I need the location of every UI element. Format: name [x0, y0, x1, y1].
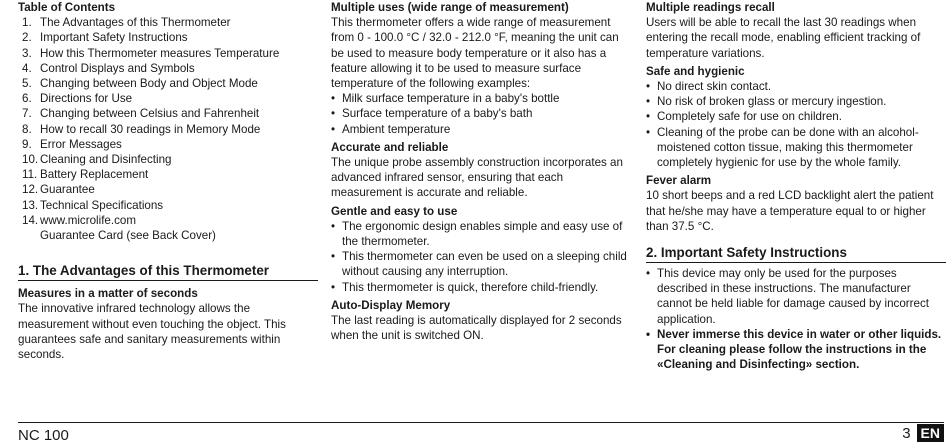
footer-divider [18, 422, 944, 423]
sub-heading-multiple-uses: Multiple uses (wide range of measurement) [331, 1, 569, 14]
column-right [646, 0, 946, 372]
list-item: • This thermometer is quick, therefore child-friendly. [331, 280, 631, 295]
footer-page-info [902, 424, 944, 442]
list-item: • No risk of broken glass or mercury ingestion. [646, 94, 946, 109]
footer-model: NC 100 [18, 427, 69, 444]
paragraph-measures: The innovative infrared technology allows the measurement without even touching the object. This guarantees safe and sanitary measurements within seconds. [18, 302, 286, 362]
sub-heading-safe: Safe and hygienic [646, 64, 745, 78]
sub-heading-accurate: Accurate and reliable [331, 140, 449, 154]
list-item: • Cleaning of the probe can be done with an alcohol-moistened cotton tissue, making this thermometer completely hygienic for use by the whole family. [646, 125, 946, 171]
paragraph-fever: 10 short beeps and a red LCD backlight alert the patient that he/she may have a temperature equal to or higher than 37.5 °C. [646, 189, 934, 233]
list-safe [646, 79, 946, 170]
paragraph-accurate: The unique probe assembly construction incorporates an advanced infrared sensor, ensuring that each measurement is accurate and reliable. [331, 156, 623, 200]
sub-heading-auto-display: Auto-Display Memory [331, 298, 451, 312]
toc-item: 9. Error Messages [22, 137, 122, 151]
sub-heading-measures: Measures in a matter of seconds [18, 287, 198, 301]
paragraph-auto-display: The last reading is automatically displayed for 2 seconds when the unit is switched ON. [331, 314, 622, 343]
toc-item: 11. Battery Replacement [22, 168, 149, 182]
list-safety [646, 266, 946, 372]
toc-item: 6. Directions for Use [22, 92, 133, 106]
list-item: • Surface temperature of a baby's bath [331, 106, 631, 121]
sub-heading-recall: Multiple readings recall [646, 1, 775, 14]
toc-item: 10. Cleaning and Disinfecting [22, 153, 172, 167]
sub-heading-fever: Fever alarm [646, 174, 712, 188]
list-gentle [331, 219, 631, 295]
toc-item: 4. Control Displays and Symbols [22, 61, 195, 75]
list-item: • The ergonomic design enables simple and easy use of the thermometer. [331, 219, 631, 249]
toc-item: 1. The Advantages of this Thermometer [22, 16, 231, 30]
paragraph-recall: Users will be able to recall the last 30 readings when entering the recall mode, enabling efficient tracking of temperature variations. [646, 16, 921, 60]
language-badge: EN [917, 424, 944, 442]
toc-item: 3. How this Thermometer measures Temperature [22, 46, 280, 60]
toc-item: 5. Changing between Body and Object Mode [22, 77, 258, 91]
toc-item: 2. Important Safety Instructions [22, 31, 188, 45]
list-item: • No direct skin contact. [646, 79, 946, 94]
toc-item: 12. Guarantee [22, 183, 95, 197]
toc-item-extra: Guarantee Card (see Back Cover) [40, 229, 216, 243]
toc-title: Table of Contents [18, 1, 116, 14]
list-item: • Ambient temperature [331, 122, 631, 137]
page-number: 3 [902, 424, 911, 442]
list-item: • Milk surface temperature in a baby's bottle [331, 91, 631, 106]
column-middle [331, 0, 631, 343]
toc-item: 8. How to recall 30 readings in Memory Mode [22, 122, 261, 136]
list-item: • This device may only be used for the purposes described in these instructions. The manufacturer cannot be held liable for damage caused by incorrect application. [646, 266, 946, 327]
paragraph-multiple-uses: This thermometer offers a wide range of measurement from 0 - 100.0 °C / 32.0 - 212.0 °F, meaning the unit can be used to measure body temperature or it also has a feature allowing it to be used to measure surface temperature of the following examples: [331, 16, 619, 91]
sub-heading-gentle: Gentle and easy to use [331, 204, 458, 218]
toc-item: 7. Changing between Celsius and Fahrenheit [22, 107, 260, 121]
section2-heading: 2. Important Safety Instructions [646, 244, 946, 263]
toc-list [18, 15, 318, 243]
list-item: • This thermometer can even be used on a sleeping child without causing any interruption. [331, 249, 631, 279]
list-item-warning: • Never immerse this device in water or other liquids. For cleaning please follow the instructions in the «Cleaning and Disinfecting» section. [646, 327, 946, 373]
toc-item: 13. Technical Specifications [22, 198, 164, 212]
list-item: • Completely safe for use on children. [646, 109, 946, 124]
toc-item: 14. www.microlife.com [22, 213, 136, 227]
section1-heading: 1. The Advantages of this Thermometer [18, 262, 318, 281]
column-left [18, 0, 318, 362]
list-multiple-uses [331, 91, 631, 137]
